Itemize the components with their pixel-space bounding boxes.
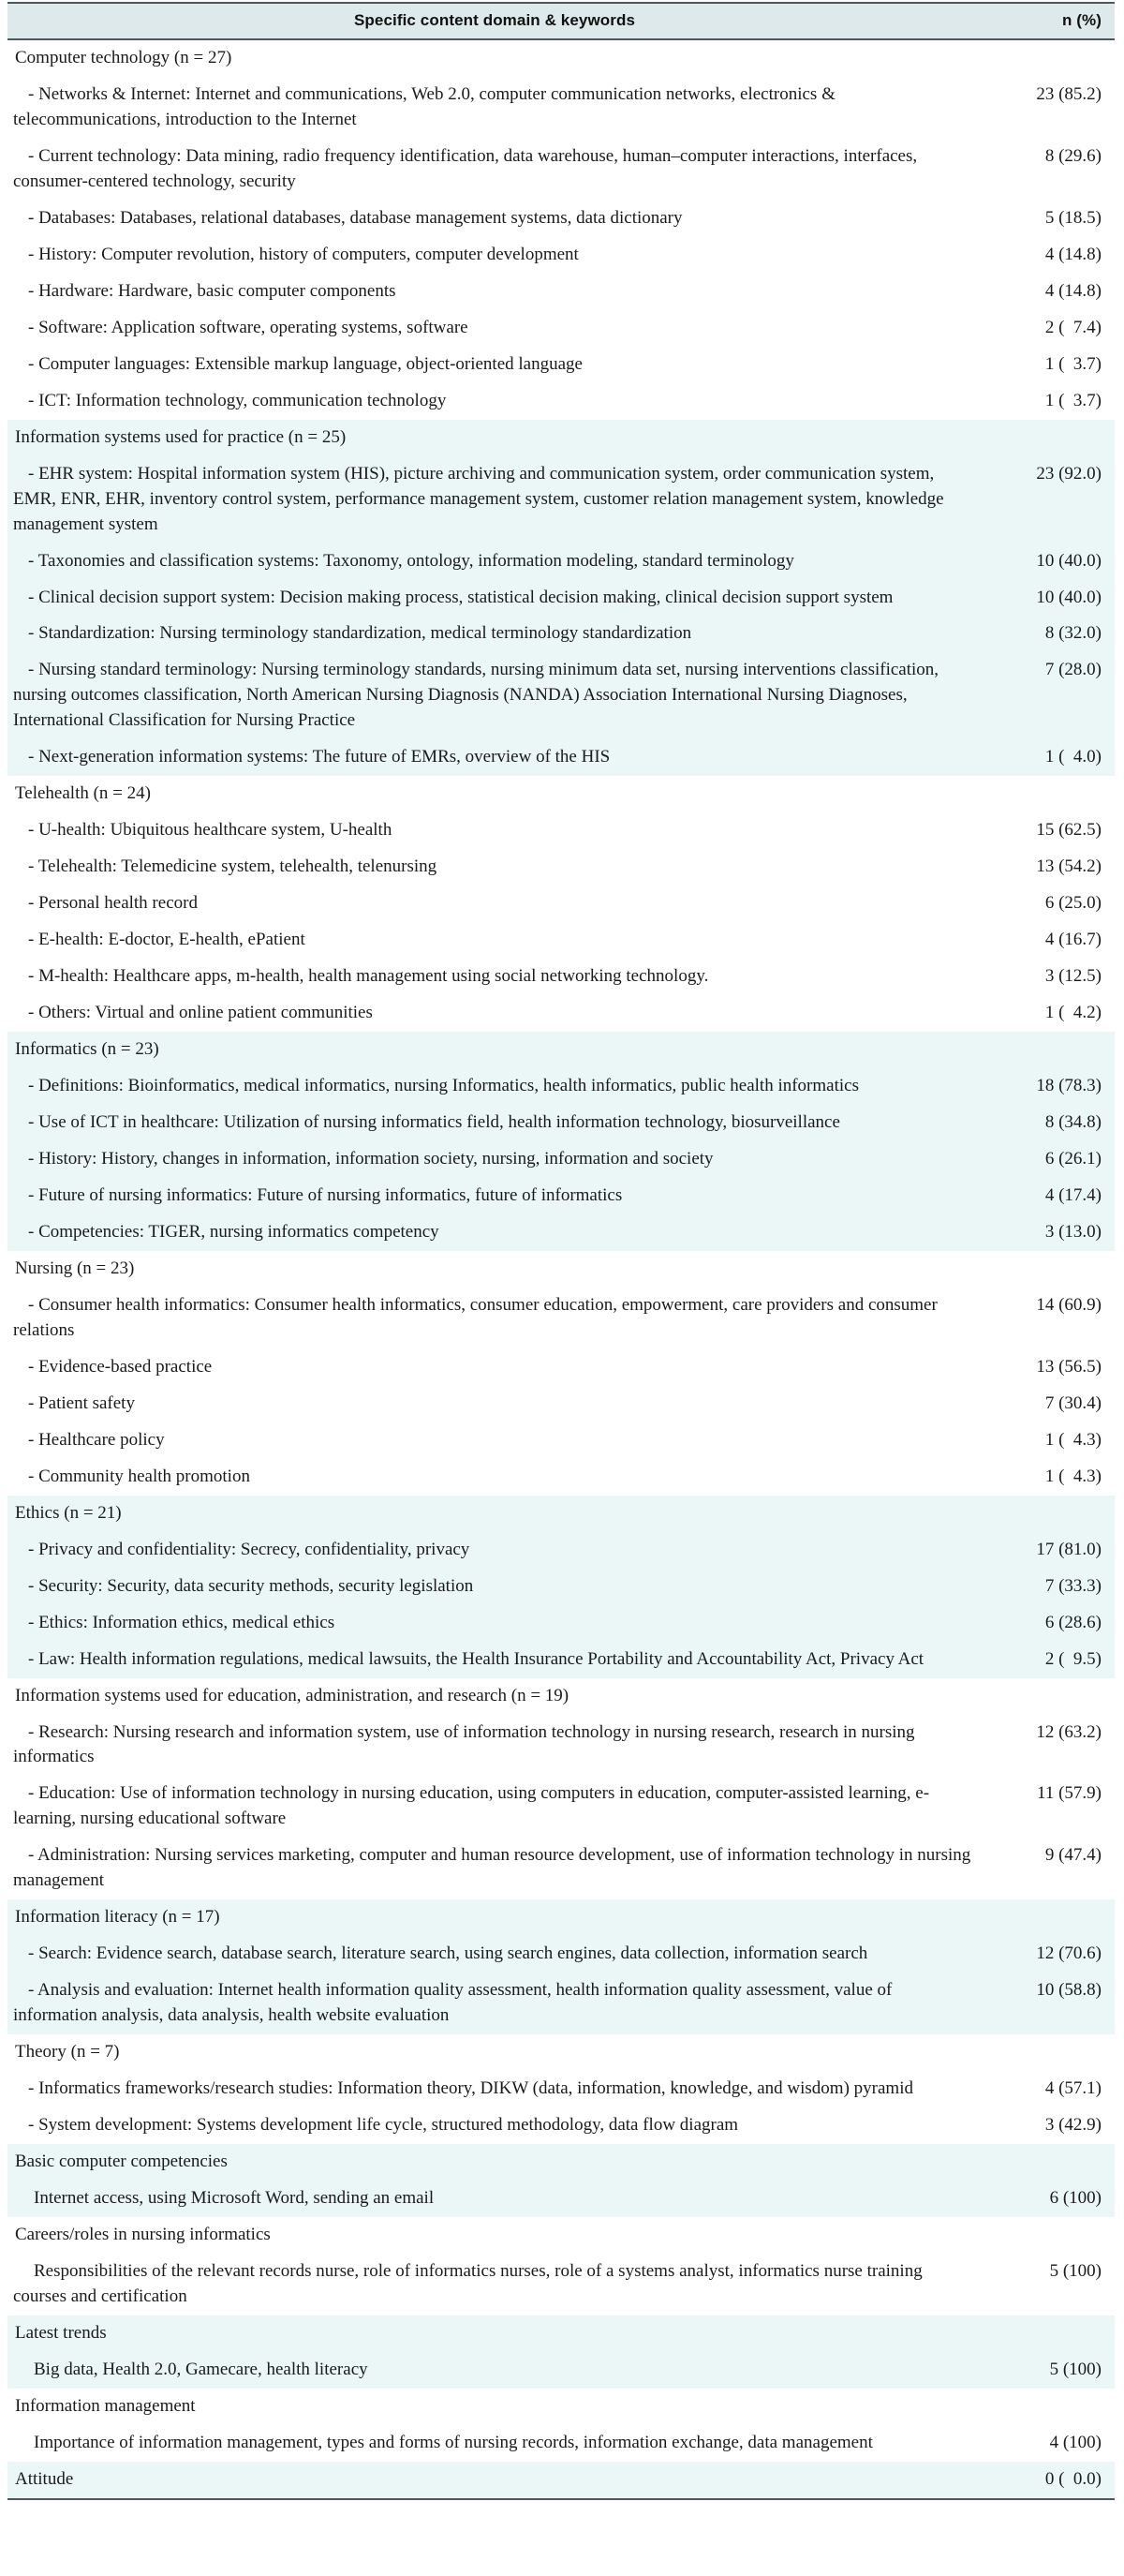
cell-domain: [7, 456, 982, 543]
cell-n-percent: 8 (34.8): [982, 1105, 1115, 1141]
table-row: [7, 1141, 1115, 1178]
cell-n-percent: 4 (16.7): [982, 922, 1115, 959]
cell-n-percent: 14 (60.9): [982, 1288, 1115, 1349]
domain-plain-label: Internet access, using Microsoft Word, sending an email: [34, 2188, 435, 2209]
table-header-row: [7, 3, 1115, 39]
table-row: [7, 2144, 1115, 2181]
cell-n-percent: 3 (42.9): [982, 2107, 1115, 2144]
cell-n-percent: 4 (57.1): [982, 2071, 1115, 2107]
table-row: [7, 886, 1115, 922]
domain-item-label: - Ethics: Information ethics, medical ethics: [28, 1612, 335, 1632]
cell-domain: [7, 1678, 982, 1715]
domain-item-label: - Privacy and confidentiality: Secrecy, confidentiality, privacy: [28, 1539, 470, 1559]
cell-n-percent: 1 ( 4.3): [982, 1459, 1115, 1496]
domain-item-label: - Networks & Internet: Internet and communications, Web 2.0, computer communication networks, electronics & telecommunications, introduction to the Internet: [13, 83, 836, 129]
cell-n-percent: [982, 1496, 1115, 1532]
cell-domain: [7, 2389, 982, 2425]
domain-item-label: - Definitions: Bioinformatics, medical informatics, nursing Informatics, health informatics, public health informatics: [28, 1076, 859, 1096]
domain-group-label: Telehealth (n = 24): [15, 783, 151, 804]
domain-group-label: Nursing (n = 23): [15, 1258, 135, 1278]
domain-item-label: - Competencies: TIGER, nursing informatics competency: [28, 1221, 439, 1242]
cell-domain: [7, 1936, 982, 1973]
table-row: [7, 1288, 1115, 1349]
cell-n-percent: 1 ( 4.2): [982, 995, 1115, 1032]
cell-n-percent: 8 (29.6): [982, 139, 1115, 201]
cell-domain: [7, 1973, 982, 2034]
cell-n-percent: [982, 1032, 1115, 1068]
cell-domain: [7, 886, 982, 922]
cell-domain: [7, 1532, 982, 1569]
domain-item-label: - Nursing standard terminology: Nursing terminology standards, nursing minimum data set, nursing interventions classification, nursing outcomes classification, North American Nursing Diagnosis (NANDA) Association International Nursing Diagnoses, International Classification for Nursing Practice: [13, 660, 939, 731]
table-row: [7, 1532, 1115, 1569]
cell-domain: [7, 739, 982, 776]
table-row: [7, 1032, 1115, 1068]
domain-group-label: Careers/roles in nursing informatics: [15, 2225, 271, 2245]
table-row: [7, 1178, 1115, 1214]
domain-item-label: - U-health: Ubiquitous healthcare system, U-health: [28, 820, 392, 841]
cell-n-percent: 6 (100): [982, 2181, 1115, 2217]
domain-item-label: - Patient safety: [28, 1392, 135, 1413]
cell-domain: [7, 77, 982, 139]
table-row: [7, 1569, 1115, 1605]
table-body: [7, 39, 1115, 2499]
cell-n-percent: 2 ( 7.4): [982, 310, 1115, 347]
cell-domain: [7, 1214, 982, 1251]
table-row: [7, 652, 1115, 739]
cell-domain: [7, 1422, 982, 1459]
domain-item-label: - Telehealth: Telemedicine system, telehealth, telenursing: [28, 856, 437, 877]
domain-item-label: - Healthcare policy: [28, 1429, 165, 1450]
cell-n-percent: [982, 776, 1115, 812]
domain-group-label: Theory (n = 7): [15, 2042, 120, 2062]
cell-n-percent: 6 (28.6): [982, 1605, 1115, 1642]
domain-item-label: - M-health: Healthcare apps, m-health, health management using social networking technology.: [28, 966, 709, 987]
cell-n-percent: 12 (63.2): [982, 1715, 1115, 1777]
table-row: [7, 2254, 1115, 2315]
table-row: [7, 580, 1115, 617]
cell-n-percent: 13 (56.5): [982, 1349, 1115, 1386]
cell-n-percent: 18 (78.3): [982, 1068, 1115, 1105]
cell-n-percent: [982, 420, 1115, 456]
table-row: [7, 2107, 1115, 2144]
cell-domain: [7, 1459, 982, 1496]
cell-domain: [7, 1838, 982, 1899]
domain-group-label: Information management: [15, 2395, 196, 2416]
cell-n-percent: 10 (40.0): [982, 543, 1115, 580]
domain-item-label: - Databases: Databases, relational databases, database management systems, data dictionary: [28, 207, 683, 228]
table-header: [7, 3, 1115, 39]
table-row: [7, 1386, 1115, 1422]
cell-n-percent: 4 (14.8): [982, 237, 1115, 274]
cell-domain: [7, 139, 982, 201]
table-row: [7, 274, 1115, 310]
cell-n-percent: 4 (14.8): [982, 274, 1115, 310]
table-row: [7, 201, 1115, 237]
cell-n-percent: [982, 1251, 1115, 1288]
cell-domain: [7, 2352, 982, 2389]
table-row: [7, 1496, 1115, 1532]
table-row: [7, 1715, 1115, 1777]
cell-n-percent: 5 (100): [982, 2352, 1115, 2389]
cell-n-percent: 3 (12.5): [982, 959, 1115, 995]
cell-domain: [7, 616, 982, 652]
table-row: [7, 1936, 1115, 1973]
table-row: [7, 2462, 1115, 2499]
table-row: [7, 77, 1115, 139]
cell-n-percent: 0 ( 0.0): [982, 2462, 1115, 2499]
table-row: [7, 1251, 1115, 1288]
table-row: [7, 2425, 1115, 2462]
domain-group-label: Computer technology (n = 27): [15, 48, 232, 67]
cell-domain: [7, 1605, 982, 1642]
cell-domain: [7, 1642, 982, 1678]
cell-n-percent: [982, 1899, 1115, 1936]
table-row: [7, 139, 1115, 201]
domain-item-label: - System development: Systems development life cycle, structured methodology, data flow diagram: [28, 2115, 739, 2136]
domain-item-label: - Consumer health informatics: Consumer health informatics, consumer education, empowerment, care providers and consumer relations: [13, 1294, 938, 1340]
table-row: [7, 456, 1115, 543]
table-row: [7, 1642, 1115, 1678]
cell-n-percent: 9 (47.4): [982, 1838, 1115, 1899]
cell-domain: [7, 383, 982, 420]
table-row: [7, 849, 1115, 886]
table-row: [7, 420, 1115, 456]
cell-domain: [7, 959, 982, 995]
cell-domain: [7, 1105, 982, 1141]
cell-domain: [7, 2217, 982, 2254]
cell-domain: [7, 1141, 982, 1178]
cell-n-percent: [982, 39, 1115, 77]
table-row: [7, 347, 1115, 383]
domain-group-label: Basic computer competencies: [15, 2152, 228, 2172]
cell-n-percent: [982, 2217, 1115, 2254]
domain-item-label: - Personal health record: [28, 893, 198, 914]
domain-item-label: - Use of ICT in healthcare: Utilization of nursing informatics field, health information technology, biosurveillance: [28, 1112, 840, 1133]
cell-domain: [7, 1715, 982, 1777]
domain-item-label: - History: History, changes in information, information society, nursing, information and society: [28, 1149, 714, 1169]
table-row: [7, 2352, 1115, 2389]
cell-n-percent: 10 (40.0): [982, 580, 1115, 617]
domain-item-label: - Hardware: Hardware, basic computer components: [28, 280, 396, 301]
cell-n-percent: 7 (33.3): [982, 1569, 1115, 1605]
cell-n-percent: [982, 2315, 1115, 2352]
domain-item-label: - Software: Application software, operating systems, software: [28, 317, 468, 337]
table-row: [7, 959, 1115, 995]
table-row: [7, 616, 1115, 652]
table-row: [7, 1973, 1115, 2034]
domain-item-label: - Future of nursing informatics: Future of nursing informatics, future of informatics: [28, 1184, 623, 1205]
cell-n-percent: 1 ( 4.3): [982, 1422, 1115, 1459]
cell-domain: [7, 2034, 982, 2071]
cell-n-percent: 10 (58.8): [982, 1973, 1115, 2034]
domain-item-label: - Others: Virtual and online patient communities: [28, 1003, 373, 1023]
cell-domain: [7, 1288, 982, 1349]
domain-item-label: - Research: Nursing research and information system, use of information technology in nursing research, research in nursing informatics: [13, 1721, 915, 1767]
domain-item-label: - EHR system: Hospital information system (HIS), picture archiving and communication system, order communication system, EMR, ENR, EHR, inventory control system, performance management system, customer relation management system, knowledge management system: [13, 463, 944, 534]
cell-domain: [7, 1776, 982, 1838]
table-row: [7, 543, 1115, 580]
cell-n-percent: 11 (57.9): [982, 1776, 1115, 1838]
table-row: [7, 1459, 1115, 1496]
domain-plain-label: Big data, Health 2.0, Gamecare, health literacy: [34, 2359, 368, 2379]
cell-domain: [7, 39, 982, 77]
table-row: [7, 2034, 1115, 2071]
table-row: [7, 237, 1115, 274]
table-row: [7, 1422, 1115, 1459]
table-row: [7, 310, 1115, 347]
domain-plain-label: Importance of information management, types and forms of nursing records, information exchange, data management: [34, 2432, 873, 2452]
domain-item-label: - E-health: E-doctor, E-health, ePatient: [28, 930, 305, 950]
cell-n-percent: 7 (28.0): [982, 652, 1115, 739]
table-row: [7, 1838, 1115, 1899]
table-row: [7, 739, 1115, 776]
domain-item-label: - Standardization: Nursing terminology standardization, medical terminology standardization: [28, 623, 692, 644]
cell-domain: [7, 201, 982, 237]
domain-group-label: Attitude: [15, 2468, 74, 2489]
table-row: [7, 2315, 1115, 2352]
cell-n-percent: [982, 2144, 1115, 2181]
cell-domain: [7, 420, 982, 456]
domain-item-label: - Analysis and evaluation: Internet health information quality assessment, health information quality assessment, value of information analysis, data analysis, health website evaluation: [13, 1980, 893, 2026]
domain-item-label: - History: Computer revolution, history of computers, computer development: [28, 244, 579, 264]
table-row: [7, 2071, 1115, 2107]
content-domain-table: [7, 2, 1115, 2500]
table-row: [7, 1349, 1115, 1386]
domain-group-label: Informatics (n = 23): [15, 1039, 159, 1060]
cell-n-percent: 3 (13.0): [982, 1214, 1115, 1251]
cell-n-percent: 4 (17.4): [982, 1178, 1115, 1214]
table-row: [7, 1105, 1115, 1141]
domain-item-label: - Current technology: Data mining, radio frequency identification, data warehouse, human–computer interactions, interfaces, consumer-centered technology, security: [13, 145, 918, 191]
cell-n-percent: 5 (18.5): [982, 201, 1115, 237]
cell-domain: [7, 1068, 982, 1105]
cell-n-percent: 1 ( 4.0): [982, 739, 1115, 776]
cell-domain: [7, 2071, 982, 2107]
cell-domain: [7, 849, 982, 886]
table-row: [7, 383, 1115, 420]
cell-domain: [7, 2315, 982, 2352]
cell-n-percent: 1 ( 3.7): [982, 347, 1115, 383]
domain-group-label: Ethics (n = 21): [15, 1502, 122, 1523]
cell-n-percent: 2 ( 9.5): [982, 1642, 1115, 1678]
domain-group-label: Information systems used for education, administration, and research (n = 19): [15, 1685, 569, 1705]
cell-domain: [7, 1349, 982, 1386]
table-row: [7, 1214, 1115, 1251]
cell-domain: [7, 1496, 982, 1532]
table-row: [7, 922, 1115, 959]
column-header-n: n (%): [982, 3, 1115, 39]
domain-item-label: - Evidence-based practice: [28, 1356, 213, 1377]
table-row: [7, 1068, 1115, 1105]
table-row: [7, 2389, 1115, 2425]
domain-item-label: - Administration: Nursing services marketing, computer and human resource development, use of information technology in nursing management: [13, 1845, 971, 1891]
domain-item-label: - Taxonomies and classification systems: Taxonomy, ontology, information modeling, standard terminology: [28, 550, 794, 571]
cell-n-percent: 6 (26.1): [982, 1141, 1115, 1178]
cell-domain: [7, 652, 982, 739]
cell-domain: [7, 2254, 982, 2315]
cell-domain: [7, 2181, 982, 2217]
domain-item-label: - ICT: Information technology, communication technology: [28, 390, 447, 410]
cell-domain: [7, 1569, 982, 1605]
domain-item-label: - Clinical decision support system: Decision making process, statistical decision making, clinical decision support system: [28, 587, 894, 607]
column-header-domain: Specific content domain & keywords: [7, 3, 982, 39]
cell-n-percent: 6 (25.0): [982, 886, 1115, 922]
cell-domain: [7, 347, 982, 383]
cell-domain: [7, 995, 982, 1032]
table-row: [7, 776, 1115, 812]
table-row: [7, 1899, 1115, 1936]
cell-domain: [7, 1032, 982, 1068]
table-row: [7, 1776, 1115, 1838]
cell-n-percent: 15 (62.5): [982, 812, 1115, 849]
domain-item-label: - Security: Security, data security methods, security legislation: [28, 1575, 474, 1596]
domain-group-label: Information literacy (n = 17): [15, 1907, 220, 1928]
cell-domain: [7, 543, 982, 580]
domain-item-label: - Education: Use of information technology in nursing education, using computers in education, computer-assisted learning, e-learning, nursing educational software: [13, 1783, 930, 1829]
cell-domain: [7, 776, 982, 812]
cell-domain: [7, 1178, 982, 1214]
cell-domain: [7, 2107, 982, 2144]
content-domain-table-wrapper: [7, 0, 1115, 2500]
domain-item-label: - Law: Health information regulations, medical lawsuits, the Health Insurance Portability and Accountability Act, Privacy Act: [28, 1648, 924, 1669]
domain-item-label: - Community health promotion: [28, 1466, 250, 1486]
cell-domain: [7, 580, 982, 617]
domain-item-label: - Next-generation information systems: The future of EMRs, overview of the HIS: [28, 747, 611, 767]
cell-n-percent: [982, 2034, 1115, 2071]
table-row: [7, 2181, 1115, 2217]
domain-plain-label: Responsibilities of the relevant records nurse, role of informatics nurses, role of a systems analyst, informatics nurse training courses and certification: [13, 2261, 923, 2306]
table-row: [7, 39, 1115, 77]
domain-item-label: - Search: Evidence search, database search, literature search, using search engines, data collection, information search: [28, 1943, 868, 1964]
cell-n-percent: [982, 2389, 1115, 2425]
cell-domain: [7, 2462, 982, 2499]
cell-n-percent: 5 (100): [982, 2254, 1115, 2315]
cell-domain: [7, 922, 982, 959]
cell-domain: [7, 237, 982, 274]
cell-n-percent: 8 (32.0): [982, 616, 1115, 652]
cell-domain: [7, 274, 982, 310]
cell-domain: [7, 1386, 982, 1422]
cell-domain: [7, 2425, 982, 2462]
cell-domain: [7, 1251, 982, 1288]
cell-domain: [7, 812, 982, 849]
domain-item-label: - Computer languages: Extensible markup language, object-oriented language: [28, 353, 583, 374]
cell-n-percent: 4 (100): [982, 2425, 1115, 2462]
table-row: [7, 1678, 1115, 1715]
cell-n-percent: 23 (85.2): [982, 77, 1115, 139]
domain-group-label: Latest trends: [15, 2322, 107, 2343]
cell-domain: [7, 2144, 982, 2181]
table-row: [7, 812, 1115, 849]
cell-n-percent: 23 (92.0): [982, 456, 1115, 543]
cell-n-percent: [982, 1678, 1115, 1715]
cell-domain: [7, 310, 982, 347]
cell-n-percent: 1 ( 3.7): [982, 383, 1115, 420]
cell-n-percent: 7 (30.4): [982, 1386, 1115, 1422]
table-row: [7, 995, 1115, 1032]
cell-n-percent: 13 (54.2): [982, 849, 1115, 886]
domain-item-label: - Informatics frameworks/research studies: Information theory, DIKW (data, information, knowledge, and wisdom) pyramid: [28, 2078, 913, 2099]
cell-n-percent: 17 (81.0): [982, 1532, 1115, 1569]
table-row: [7, 2217, 1115, 2254]
cell-n-percent: 12 (70.6): [982, 1936, 1115, 1973]
domain-group-label: Information systems used for practice (n = 25): [15, 426, 347, 447]
table-row: [7, 1605, 1115, 1642]
cell-domain: [7, 1899, 982, 1936]
